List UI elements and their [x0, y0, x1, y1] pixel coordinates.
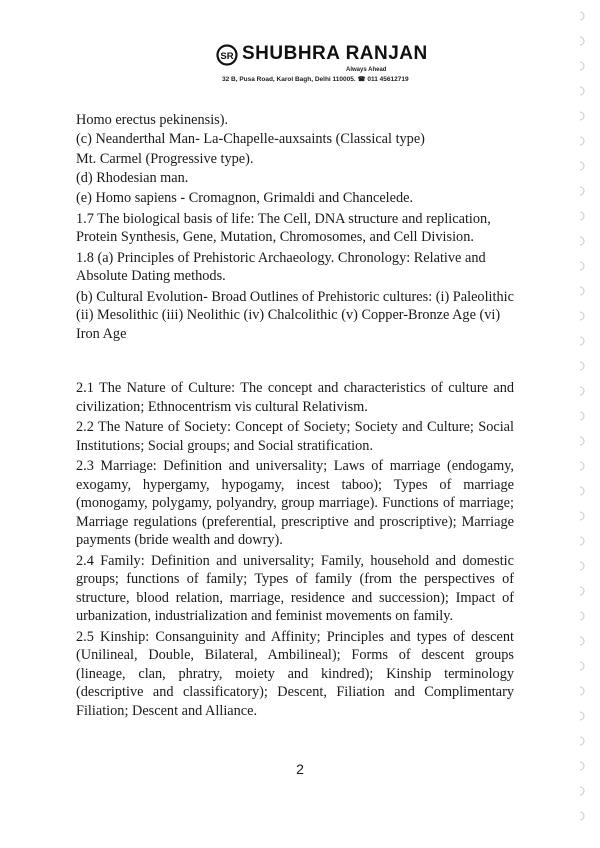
text-line: (c) Neanderthal Man- La-Chapelle-auxsaints (Classical type)	[76, 130, 425, 147]
brand-logo-icon	[216, 44, 238, 66]
spiral-binding-marks	[574, 0, 590, 848]
page-number: 2	[296, 761, 304, 777]
section-1-7: 1.7 The biological basis of life: The Cell, DNA structure and replication, Protein Synthesis, Gene, Mutation, Chromosomes, and Cell Division.	[76, 210, 491, 245]
section-2-3: 2.3 Marriage: Definition and universality; Laws of marriage (endogamy, exogamy, hypergamy, hypogamy, incest taboo); Types of marriage (monogamy, polygamy, polyandry, group marriage). Functions of marriage; Marriage regulations (preferential, prescriptive and proscriptive); Marriage payments (bride wealth and dowry).	[76, 458, 514, 548]
section-spacer	[76, 343, 514, 379]
section-2-4: 2.4 Family: Definition and universality; Family, household and domestic groups; functions of family; Types of family (from the perspectives of structure, blood relation, marriage, residence and succession); Impact of urbanization, industrialization and feminist movements on family.	[76, 552, 514, 624]
section-1-8a: 1.8 (a) Principles of Prehistoric Archaeology. Chronology: Relative and Absolute Dating methods.	[76, 249, 486, 284]
brand-name: SHUBHRA RANJAN	[242, 43, 428, 64]
brand-tagline: Always Ahead	[346, 67, 387, 73]
section-1-8b: (b) Cultural Evolution- Broad Outlines of Prehistoric cultures: (i) Paleolithic (ii) Mesolithic (iii) Neolithic (iv) Chalcolithic (v) Copper-Bronze Age (vi) Iron Age	[76, 288, 514, 342]
text-line: (d) Rhodesian man.	[76, 169, 189, 186]
logo-text: SR	[220, 50, 234, 62]
syllabus-content	[76, 111, 514, 720]
page-header	[0, 40, 600, 90]
text-line: (e) Homo sapiens - Cromagnon, Grimaldi and Chancelede.	[76, 190, 414, 206]
text-line: Homo erectus pekinensis).	[76, 112, 229, 128]
brand-address: 32 B, Pusa Road, Karol Bagh, Delhi 110005. ☎ 011 45612719	[222, 76, 409, 83]
text-line: Mt. Carmel (Progressive type).	[76, 151, 254, 167]
section-2-2: 2.2 The Nature of Society: Concept of Society; Society and Culture; Social Institutions; Social groups; and Social stratification.	[76, 419, 514, 454]
section-2-1: 2.1 The Nature of Culture: The concept and characteristics of culture and civilization; Ethnocentrism vis cultural Relativism.	[76, 380, 514, 415]
section-2-5: 2.5 Kinship: Consanguinity and Affinity; Principles and types of descent (Unilineal, Double, Bilateral, Ambilineal); Forms of descent groups (lineage, clan, phratry, moiety and kindred); Kinship terminology (descriptive and classificatory); Descent, Filiation and Complimentary Filiation; Descent and Alliance.	[76, 628, 514, 719]
